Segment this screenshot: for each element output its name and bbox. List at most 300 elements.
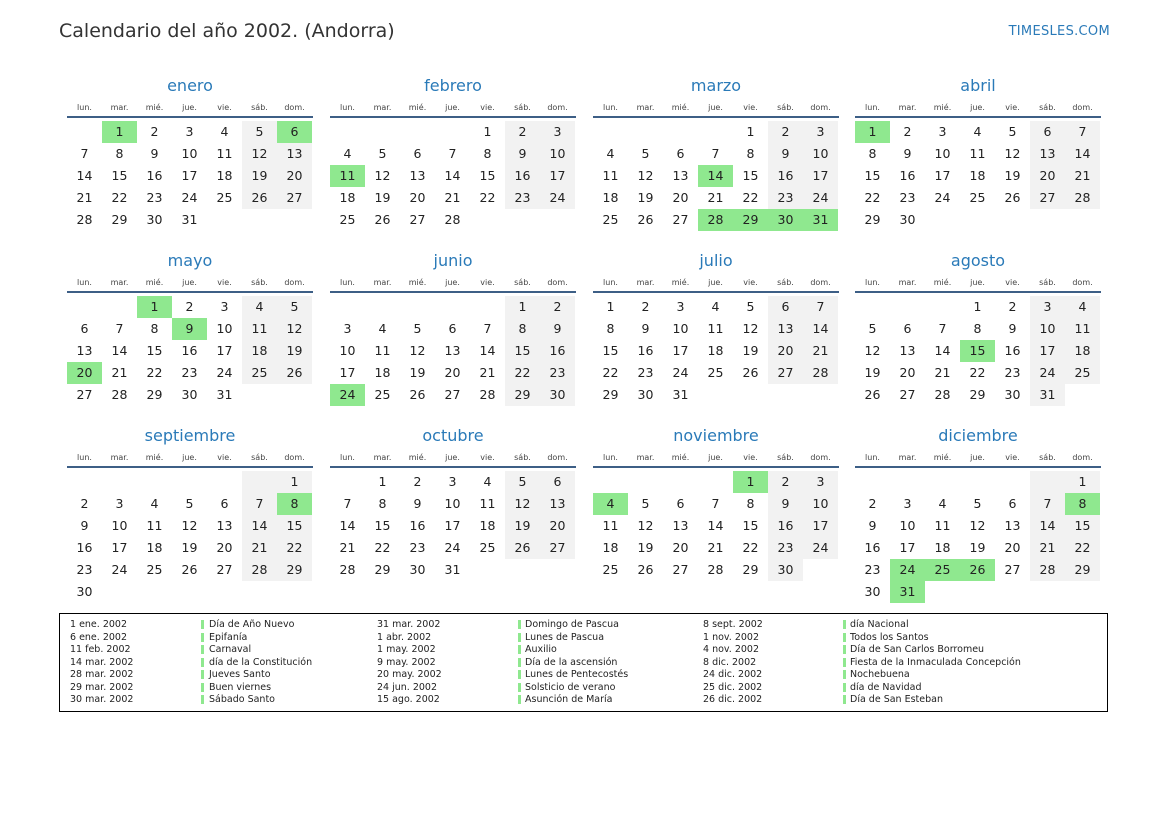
weekday-label: vie. (480, 102, 495, 112)
day-cell: 26 (505, 537, 540, 559)
weekday-label: vie. (217, 452, 232, 462)
weekday-label: sáb. (1039, 102, 1056, 112)
legend-names (209, 619, 312, 707)
empty-cell (470, 296, 505, 318)
weekday-label: sáb. (514, 277, 531, 287)
day-cell: 16 (864, 540, 881, 555)
day-cell: 26 (242, 187, 277, 209)
day-cell: 14 (76, 168, 93, 183)
weekday-label: lun. (77, 102, 92, 112)
day-cell: 22 (742, 540, 759, 555)
day-cell: 13 (216, 518, 233, 533)
day-cell: 15 (742, 168, 759, 183)
day-cell: 5 (746, 299, 755, 314)
day-cell: 22 (742, 190, 759, 205)
holiday-name: Día de la ascensión (525, 656, 618, 668)
weekday-label: mar. (373, 452, 392, 462)
day-cell: 8 (483, 146, 492, 161)
day-grid (330, 471, 576, 581)
day-cell: 21 (444, 190, 461, 205)
holiday-name: Día de Año Nuevo (209, 619, 295, 630)
empty-cell (242, 471, 277, 493)
day-cell: 28 (111, 387, 128, 402)
weekday-label: mié. (408, 102, 427, 112)
day-cell: 2 (903, 124, 912, 139)
day-cell: 25 (602, 212, 619, 227)
day-cell: 7 (343, 496, 352, 511)
day-cell: 17 (672, 343, 689, 358)
day-cell: 28 (803, 362, 838, 384)
day-cell: 18 (339, 190, 356, 205)
day-grid (593, 471, 839, 581)
day-cell: 29 (146, 387, 163, 402)
day-cell: 3 (343, 321, 352, 336)
month-marzo (593, 74, 839, 231)
weekday-label: vie. (743, 102, 758, 112)
holiday-name: día de la Constitución (209, 656, 313, 668)
day-cell: 4 (973, 124, 982, 139)
day-cell: 1 (505, 296, 540, 318)
day-cell: 6 (768, 296, 803, 318)
empty-cell (925, 296, 960, 318)
legend-dates (70, 619, 133, 707)
day-cell: 17 (1030, 340, 1065, 362)
day-cell: 28 (242, 559, 277, 581)
day-cell: 21 (339, 540, 356, 555)
day-cell: 2 (768, 121, 803, 143)
day-cell: 26 (637, 212, 654, 227)
holiday-name: Todos los Santos (850, 631, 929, 643)
day-cell: 11 (479, 496, 496, 511)
day-cell: 12 (181, 518, 198, 533)
holiday-day: 1 (137, 296, 172, 318)
day-cell: 2 (413, 474, 422, 489)
empty-cell (698, 121, 733, 143)
day-cell: 4 (378, 321, 387, 336)
day-cell: 26 (409, 387, 426, 402)
day-cell: 3 (938, 124, 947, 139)
day-cell: 19 (181, 540, 198, 555)
day-grid (67, 121, 313, 231)
day-cell: 20 (216, 540, 233, 555)
empty-cell (628, 471, 663, 493)
day-cell: 23 (505, 187, 540, 209)
weekday-label: lun. (603, 452, 618, 462)
day-cell: 16 (146, 168, 163, 183)
day-cell: 25 (1065, 362, 1100, 384)
day-cell: 25 (242, 362, 277, 384)
day-cell: 17 (444, 518, 461, 533)
holiday-name: Carnaval (209, 644, 252, 655)
holiday-date: 9 may. 2002 (377, 656, 436, 668)
weekday-label: vie. (480, 452, 495, 462)
weekday-label: lun. (865, 277, 880, 287)
day-cell: 11 (602, 518, 619, 533)
day-cell: 29 (602, 387, 619, 402)
day-cell: 31 (181, 212, 198, 227)
day-cell: 17 (899, 540, 916, 555)
day-cell: 10 (803, 143, 838, 165)
weekday-header (593, 98, 839, 118)
empty-cell (855, 296, 890, 318)
weekday-label: sáb. (251, 277, 268, 287)
holiday-name: Auxilio (525, 644, 557, 655)
weekday-label: mié. (671, 277, 690, 287)
day-cell: 1 (483, 124, 492, 139)
legend-marker (201, 620, 204, 706)
day-cell: 10 (803, 493, 838, 515)
day-cell: 2 (505, 121, 540, 143)
day-cell: 26 (742, 365, 759, 380)
day-cell: 5 (242, 121, 277, 143)
holiday-date: 4 nov. 2002 (703, 644, 759, 655)
day-cell: 2 (768, 471, 803, 493)
weekday-label: vie. (1005, 452, 1020, 462)
month-agosto (855, 249, 1101, 406)
holiday-day: 1 (733, 471, 768, 493)
weekday-label: jue. (708, 452, 723, 462)
empty-cell (102, 471, 137, 493)
day-cell: 22 (479, 190, 496, 205)
day-grid (67, 296, 313, 406)
day-cell: 15 (505, 340, 540, 362)
day-grid (330, 296, 576, 406)
month-name: febrero (424, 76, 482, 95)
day-cell: 12 (969, 518, 986, 533)
day-cell: 9 (150, 146, 159, 161)
day-cell: 17 (181, 168, 198, 183)
weekday-label: jue. (182, 452, 197, 462)
day-cell: 20 (1004, 540, 1021, 555)
day-cell: 11 (969, 146, 986, 161)
weekday-label: sáb. (514, 452, 531, 462)
day-cell: 14 (1030, 515, 1065, 537)
day-cell: 12 (637, 168, 654, 183)
day-cell: 4 (711, 299, 720, 314)
day-cell: 19 (864, 365, 881, 380)
weekday-label: lun. (340, 102, 355, 112)
empty-cell (663, 471, 698, 493)
day-cell: 2 (868, 496, 877, 511)
day-cell: 20 (1030, 165, 1065, 187)
month-septiembre (67, 424, 313, 603)
day-cell: 31 (216, 387, 233, 402)
day-cell: 20 (672, 190, 689, 205)
day-cell: 23 (146, 190, 163, 205)
day-cell: 10 (444, 496, 461, 511)
legend-names (525, 619, 628, 707)
empty-cell (330, 121, 365, 143)
weekday-label: dom. (1072, 102, 1093, 112)
day-cell: 13 (672, 518, 689, 533)
holiday-date: 28 mar. 2002 (70, 669, 134, 680)
day-cell: 8 (868, 146, 877, 161)
day-cell: 24 (672, 365, 689, 380)
legend-dates (377, 619, 442, 707)
weekday-label: mar. (898, 277, 917, 287)
holiday-day: 1 (102, 121, 137, 143)
day-cell: 15 (111, 168, 128, 183)
day-cell: 14 (934, 343, 951, 358)
day-grid (593, 121, 839, 231)
day-cell: 7 (711, 496, 720, 511)
day-cell: 12 (277, 318, 312, 340)
day-cell: 16 (768, 515, 803, 537)
day-cell: 16 (768, 165, 803, 187)
empty-cell (628, 121, 663, 143)
empty-cell (1030, 471, 1065, 493)
day-cell: 14 (479, 343, 496, 358)
weekday-label: jue. (182, 277, 197, 287)
day-cell: 18 (969, 168, 986, 183)
day-cell: 7 (483, 321, 492, 336)
holiday-day: 14 (698, 165, 733, 187)
day-cell: 9 (540, 318, 575, 340)
weekday-label: dom. (810, 452, 831, 462)
holiday-date: 1 abr. 2002 (377, 631, 432, 643)
day-cell: 5 (413, 321, 422, 336)
day-cell: 2 (641, 299, 650, 314)
day-cell: 6 (676, 496, 685, 511)
month-name: julio (699, 251, 733, 270)
day-cell: 29 (969, 387, 986, 402)
holiday-day: 15 (960, 340, 995, 362)
day-cell: 9 (80, 518, 89, 533)
empty-cell (925, 471, 960, 493)
day-cell: 13 (76, 343, 93, 358)
holiday-date: 20 may. 2002 (377, 669, 442, 680)
day-cell: 27 (540, 537, 575, 559)
site-link[interactable]: TIMESLES.COM (1008, 24, 1110, 39)
day-cell: 29 (1065, 559, 1100, 581)
holiday-name: Jueves Santo (209, 669, 271, 680)
holiday-name: Lunes de Pentecostés (525, 669, 629, 680)
weekday-label: mar. (110, 102, 129, 112)
day-grid (330, 121, 576, 231)
weekday-label: vie. (1005, 102, 1020, 112)
weekday-label: sáb. (1039, 277, 1056, 287)
page-title: Calendario del año 2002. (Andorra) (59, 20, 395, 42)
holiday-date: 31 mar. 2002 (377, 619, 441, 630)
empty-cell (855, 471, 890, 493)
holiday-day: 30 (768, 209, 803, 231)
holiday-name: Asunción de María (525, 694, 613, 705)
day-cell: 3 (185, 124, 194, 139)
day-cell: 19 (409, 365, 426, 380)
weekday-label: mié. (671, 102, 690, 112)
weekday-label: lun. (865, 452, 880, 462)
day-cell: 9 (768, 493, 803, 515)
day-cell: 20 (768, 340, 803, 362)
day-cell: 24 (1030, 362, 1065, 384)
holiday-day: 8 (277, 493, 312, 515)
month-name: noviembre (673, 426, 759, 445)
day-cell: 27 (444, 387, 461, 402)
weekday-label: dom. (547, 452, 568, 462)
day-cell: 1 (606, 299, 615, 314)
day-cell: 17 (934, 168, 951, 183)
weekday-label: sáb. (1039, 452, 1056, 462)
day-cell: 8 (973, 321, 982, 336)
day-cell: 21 (707, 540, 724, 555)
day-cell: 6 (1008, 496, 1017, 511)
holiday-name: día de Navidad (850, 681, 922, 693)
day-cell: 6 (676, 146, 685, 161)
holiday-date: 30 mar. 2002 (70, 694, 134, 705)
day-cell: 25 (339, 212, 356, 227)
day-cell: 21 (111, 365, 128, 380)
weekday-label: dom. (1072, 452, 1093, 462)
empty-cell (207, 471, 242, 493)
day-cell: 2 (185, 299, 194, 314)
day-cell: 30 (768, 559, 803, 581)
day-cell: 27 (899, 387, 916, 402)
day-cell: 16 (899, 168, 916, 183)
day-cell: 6 (540, 471, 575, 493)
day-grid (855, 121, 1101, 231)
empty-cell (435, 296, 470, 318)
day-cell: 1 (746, 124, 755, 139)
day-cell: 17 (803, 515, 838, 537)
day-cell: 22 (277, 537, 312, 559)
empty-cell (172, 471, 207, 493)
day-cell: 5 (505, 471, 540, 493)
day-cell: 18 (934, 540, 951, 555)
holiday-name: Epifanía (209, 631, 248, 643)
day-cell: 17 (111, 540, 128, 555)
holiday-day: 26 (960, 559, 995, 581)
month-name: agosto (950, 251, 1006, 270)
day-cell: 3 (803, 121, 838, 143)
day-cell: 1 (277, 471, 312, 493)
holiday-name: Día de San Esteban (850, 694, 943, 705)
day-cell: 23 (76, 562, 93, 577)
day-cell: 28 (76, 212, 93, 227)
month-name: junio (433, 251, 473, 270)
holiday-day: 9 (172, 318, 207, 340)
day-cell: 6 (413, 146, 422, 161)
day-cell: 18 (146, 540, 163, 555)
holiday-name: día Nacional (850, 619, 909, 630)
day-cell: 2 (540, 296, 575, 318)
day-cell: 10 (899, 518, 916, 533)
day-cell: 23 (768, 537, 803, 559)
day-cell: 22 (111, 190, 128, 205)
weekday-header (330, 273, 576, 293)
holiday-date: 8 sept. 2002 (703, 619, 763, 630)
day-cell: 4 (220, 124, 229, 139)
weekday-label: sáb. (777, 277, 794, 287)
month-enero (67, 74, 313, 231)
empty-cell (995, 471, 1030, 493)
weekday-label: sáb. (251, 452, 268, 462)
day-cell: 3 (220, 299, 229, 314)
day-cell: 13 (540, 493, 575, 515)
day-cell: 30 (899, 212, 916, 227)
month-name: enero (167, 76, 213, 95)
day-cell: 5 (641, 496, 650, 511)
day-cell: 1 (378, 474, 387, 489)
weekday-label: sáb. (777, 452, 794, 462)
day-cell: 28 (339, 562, 356, 577)
day-cell: 7 (448, 146, 457, 161)
day-cell: 9 (768, 143, 803, 165)
day-cell: 11 (146, 518, 163, 533)
day-cell: 9 (1008, 321, 1017, 336)
day-cell: 4 (150, 496, 159, 511)
day-cell: 25 (479, 540, 496, 555)
day-cell: 6 (80, 321, 89, 336)
holiday-date: 1 may. 2002 (377, 644, 436, 655)
holiday-date: 6 ene. 2002 (70, 631, 127, 643)
day-cell: 16 (637, 343, 654, 358)
holiday-day: 28 (698, 209, 733, 231)
weekday-label: lun. (340, 277, 355, 287)
day-cell: 5 (1008, 124, 1017, 139)
day-cell: 12 (637, 518, 654, 533)
day-cell: 20 (899, 365, 916, 380)
day-cell: 28 (934, 387, 951, 402)
day-cell: 4 (1065, 296, 1100, 318)
weekday-label: mié. (408, 277, 427, 287)
day-cell: 29 (742, 562, 759, 577)
day-cell: 23 (864, 562, 881, 577)
weekday-header (67, 448, 313, 468)
day-cell: 18 (1065, 340, 1100, 362)
day-cell: 25 (602, 562, 619, 577)
day-cell: 23 (1004, 365, 1021, 380)
holiday-name: Fiesta de la Inmaculada Concepción (850, 656, 1021, 668)
day-cell: 8 (606, 321, 615, 336)
day-cell: 16 (1004, 343, 1021, 358)
day-cell: 6 (448, 321, 457, 336)
empty-cell (365, 121, 400, 143)
day-cell: 29 (374, 562, 391, 577)
day-cell: 12 (742, 321, 759, 336)
day-cell: 14 (803, 318, 838, 340)
legend-marker (843, 620, 846, 706)
day-cell: 16 (540, 340, 575, 362)
day-cell: 24 (803, 187, 838, 209)
day-cell: 22 (969, 365, 986, 380)
day-cell: 27 (216, 562, 233, 577)
day-cell: 26 (637, 562, 654, 577)
weekday-label: vie. (217, 102, 232, 112)
weekday-label: mié. (933, 452, 952, 462)
day-cell: 22 (864, 190, 881, 205)
day-cell: 18 (479, 518, 496, 533)
month-abril (855, 74, 1101, 231)
day-cell: 31 (672, 387, 689, 402)
day-cell: 27 (672, 562, 689, 577)
day-cell: 18 (707, 343, 724, 358)
day-cell: 5 (973, 496, 982, 511)
day-cell: 3 (903, 496, 912, 511)
holiday-day: 4 (593, 493, 628, 515)
day-cell: 17 (339, 365, 356, 380)
day-cell: 26 (277, 362, 312, 384)
day-cell: 30 (181, 387, 198, 402)
day-cell: 30 (540, 384, 575, 406)
holiday-name: Sábado Santo (209, 694, 275, 705)
weekday-label: mar. (636, 452, 655, 462)
weekday-label: mié. (671, 452, 690, 462)
weekday-label: jue. (708, 277, 723, 287)
day-cell: 20 (444, 365, 461, 380)
day-cell: 3 (540, 121, 575, 143)
holiday-day: 20 (67, 362, 102, 384)
day-cell: 13 (444, 343, 461, 358)
